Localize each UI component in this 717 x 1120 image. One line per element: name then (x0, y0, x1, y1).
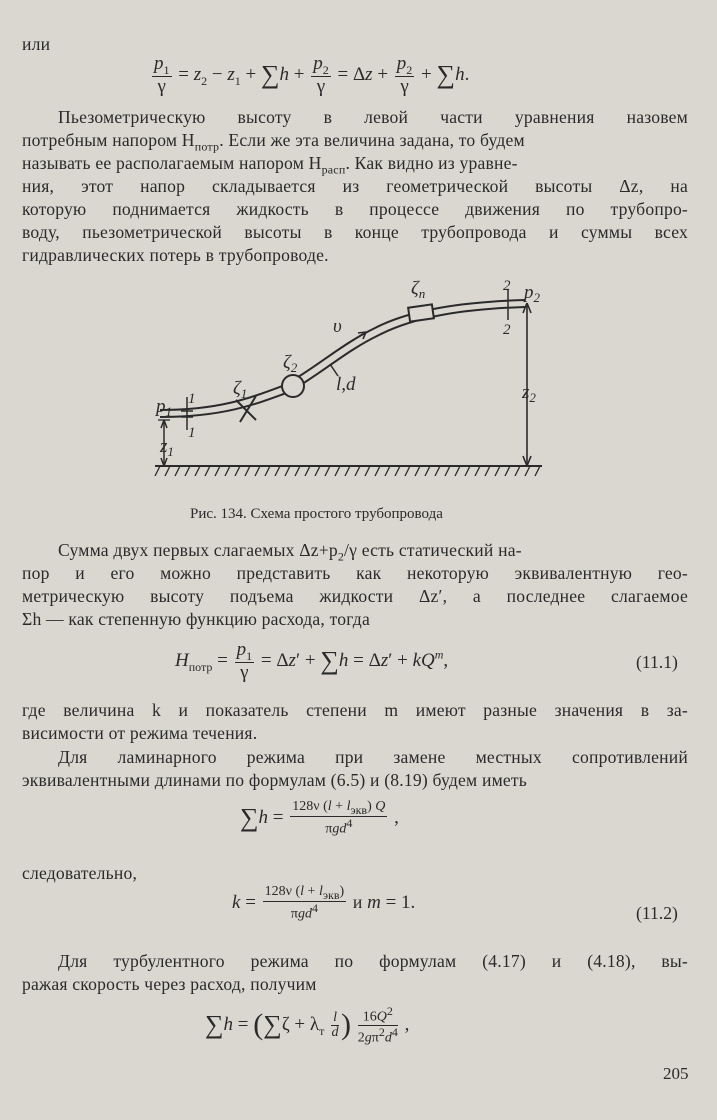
label-1-top: 1 (188, 391, 196, 407)
equation-number-11-2: (11.2) (636, 903, 678, 923)
para1-line7: гидравлических потерь в трубопроводе. (22, 245, 329, 265)
para3-line2: висимости от режима течения. (22, 723, 258, 743)
para1-line6: воду, пьезометрической высоты в конце трубопровода и суммы всех (22, 222, 688, 242)
para1-line3: называть ее располагаемым напором $H_{расп}$. Как видно из уравне- (22, 153, 518, 177)
label-ld: l,d (336, 374, 356, 395)
label-p1: $p_1$ (156, 396, 172, 419)
para1-line5: которую поднимается жидкость в процессе движения по трубопро- (22, 199, 688, 219)
label-2-bottom: 2 (503, 322, 511, 338)
equation-11-2: k = $\frac{128\nu (l + l_{экв})}{\pi gd^4}$ и m = 1. (232, 884, 416, 923)
pipeline-diagram (0, 270, 717, 500)
para4-line1: Для ламинарного режима при замене местных сопротивлений (58, 747, 688, 767)
para2-line4: Σh — как степенную функцию расхода, тогда (22, 609, 370, 629)
label-p2: $p_2$ (524, 282, 540, 305)
pipe-lower-wall (160, 307, 525, 417)
para4-line2: эквивалентными длинами по формулам (6.5) и (8.19) будем иметь (22, 770, 528, 790)
label-zeta1: $\zeta_1$ (233, 378, 248, 401)
label-zetan: $\zeta_n$ (411, 278, 426, 301)
para1-line1: Пьезометрическую высоту в левой части уравнения назовем (58, 107, 688, 127)
label-z2: $z_2$ (522, 382, 536, 405)
intro-word: или (22, 34, 51, 54)
label-2-top: 2 (503, 278, 511, 294)
ground-hatching (155, 466, 540, 476)
equation-laminar-losses: ∑h = $\frac{128\nu (l + l_{экв}) Q}{\pi gd^4}$ , (240, 799, 399, 838)
para5-line2: ражая скорость через расход, получим (22, 974, 317, 994)
label-z1: $z_1$ (160, 436, 174, 459)
para3-line1: где величина k и показатель степени m имеют разные значения в за- (22, 700, 688, 720)
equation-11-1: $H_{потр}$ = $\frac{p_1}{\gamma}$ = $\Delta z' + \sum h = \Delta z' + kQ^m$, (175, 639, 449, 684)
zeta1-valve (236, 400, 256, 420)
para1-line2: потребным напором $H_{потр}$. Если же эта величина задана, то будем (22, 130, 525, 154)
para5-line1: Для турбулентного режима по формулам (4.17) и (4.18), вы- (58, 951, 688, 971)
para2-line2: пор и его можно представить как некоторую эквивалентную гео- (22, 563, 688, 583)
label-velocity: υ (333, 316, 342, 337)
para1-line4: ния, этот напор складывается из геометрической высоты Δz, на (22, 176, 688, 196)
consequently-word: следовательно, (22, 863, 138, 883)
zeta2-element (282, 375, 304, 397)
velocity-arrow (338, 332, 366, 350)
equation-intro: $\frac{p_1}{\gamma}$ = $z_2 - z_1 + \sum h$ + $\frac{p_2}{\gamma}$ = Δz + $\frac{p_2}{\gamma}$ + ∑h. (154, 53, 470, 98)
para2-line1: Сумма двух первых слагаемых $\Delta z+p_2/\gamma$ есть статический на- (58, 540, 522, 564)
equation-turbulent-losses: $\sum h = (\sum\zeta + \lambda_т$ $\frac{l}{d}$ ) $\frac{16Q^2}{2g\pi^2d^4}$ , (205, 1004, 410, 1046)
label-1-bottom: 1 (188, 425, 196, 441)
para2-line3: метрическую высоту подъема жидкости Δz′, а последнее слагаемое (22, 586, 688, 606)
page-number: 205 (663, 1064, 689, 1083)
label-zeta2: $\zeta_2$ (283, 352, 298, 375)
zetan-element (408, 304, 434, 321)
equation-number-11-1: (11.1) (636, 652, 678, 672)
figure-caption: Рис. 134. Схема простого трубопровода (190, 506, 443, 522)
